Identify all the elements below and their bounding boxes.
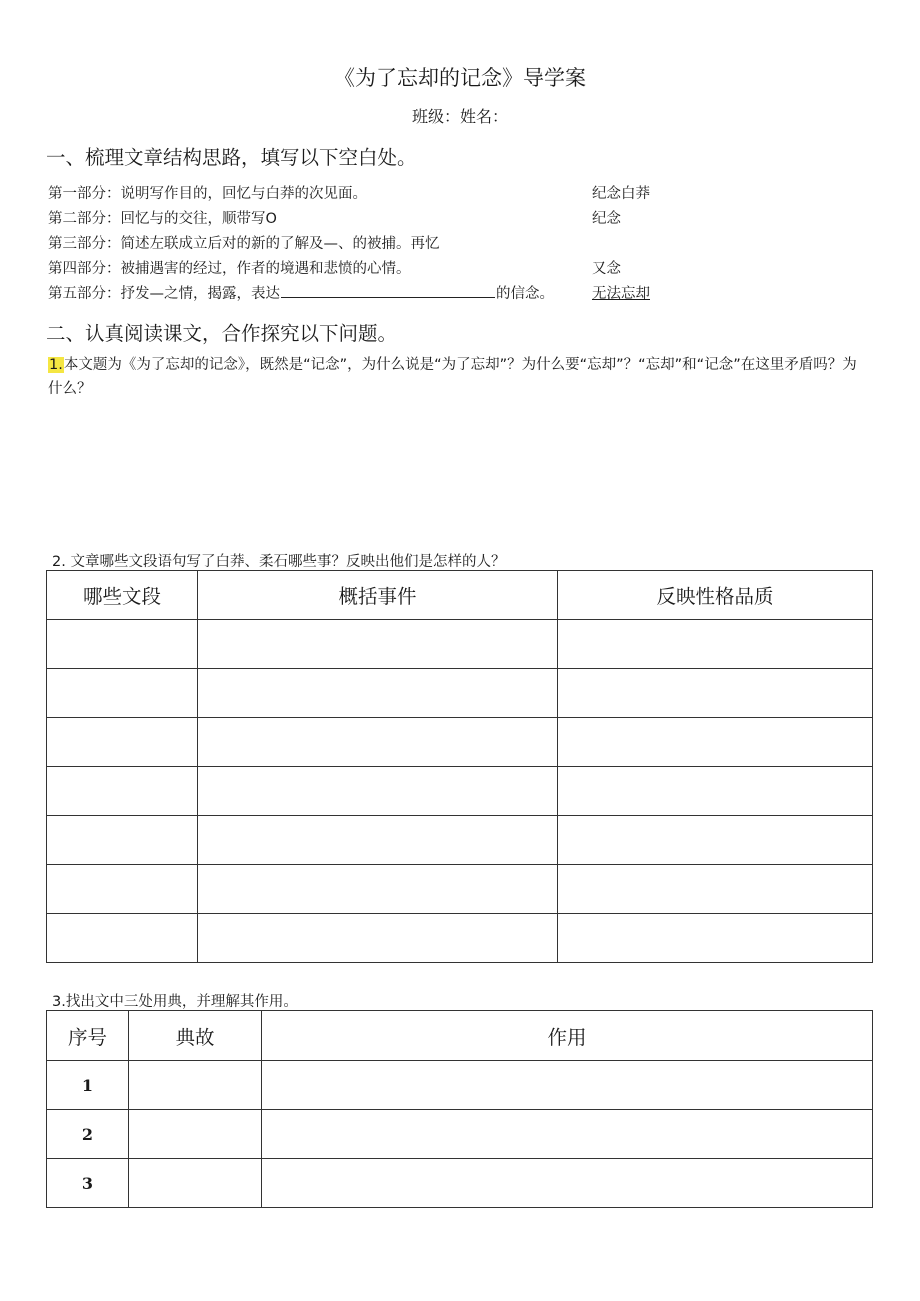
table-cell[interactable] xyxy=(198,914,558,963)
question-2-caption: 2. 文章哪些文段语句写了白莽、柔石哪些事？反映出他们是怎样的人？ xyxy=(52,554,506,570)
page-title: 《为了忘却的记念》导学案 xyxy=(334,66,586,90)
table-cell[interactable] xyxy=(47,914,198,963)
table-cell[interactable] xyxy=(47,718,198,767)
part5-side: 无法忘却 xyxy=(592,286,650,302)
part1-side: 纪念白莽 xyxy=(592,186,650,202)
table-row xyxy=(47,718,873,767)
table-row xyxy=(47,865,873,914)
header-number: 序号 xyxy=(47,1011,129,1061)
table-cell[interactable] xyxy=(558,816,873,865)
section1-heading: 一、梳理文章结构思路，填写以下空白处。 xyxy=(46,146,417,169)
events-table-header xyxy=(47,571,873,620)
part1-text: 第一部分：说明写作目的，回忆与白莽的次见面。 xyxy=(48,186,367,202)
table-cell[interactable] xyxy=(198,767,558,816)
table-cell[interactable] xyxy=(47,767,198,816)
part3-text: 第三部分：简述左联成立后对的新的了解及—、的被捕。再忆 xyxy=(48,236,440,252)
table-row xyxy=(47,816,873,865)
allusions-table xyxy=(46,1010,873,1208)
table-cell[interactable] xyxy=(262,1061,873,1110)
table-row xyxy=(47,914,873,963)
table-cell[interactable] xyxy=(198,669,558,718)
header-events: 概括事件 xyxy=(198,571,558,620)
table-cell[interactable] xyxy=(558,865,873,914)
table-cell[interactable] xyxy=(198,718,558,767)
part2-side: 纪念 xyxy=(592,211,621,227)
part2-text: 第二部分：回忆与的交往，顺带写O xyxy=(48,211,277,227)
table-row xyxy=(47,1110,873,1159)
question-1 xyxy=(48,353,868,401)
header-function: 作用 xyxy=(262,1011,873,1061)
header-allusion: 典故 xyxy=(129,1011,262,1061)
events-table xyxy=(46,570,873,963)
table-cell[interactable] xyxy=(558,669,873,718)
part5-text-after: 的信念。 xyxy=(496,286,554,302)
allusions-table-header xyxy=(47,1011,873,1061)
table-cell[interactable] xyxy=(262,1110,873,1159)
question-3-caption: 3.找出文中三处用典，并理解其作用。 xyxy=(52,994,298,1010)
part4-text: 第四部分：被捕遇害的经过，作者的境遇和悲愤的心情。 xyxy=(48,261,411,277)
row-number: 2 xyxy=(47,1110,129,1159)
table-cell[interactable] xyxy=(558,914,873,963)
table-cell[interactable] xyxy=(47,669,198,718)
table-cell[interactable] xyxy=(558,718,873,767)
part5-line xyxy=(48,282,554,303)
table-row xyxy=(47,669,873,718)
table-cell[interactable] xyxy=(47,620,198,669)
table-cell[interactable] xyxy=(198,620,558,669)
table-row xyxy=(47,620,873,669)
row-number: 1 xyxy=(47,1061,129,1110)
table-cell[interactable] xyxy=(129,1159,262,1208)
table-row xyxy=(47,1159,873,1208)
table-row xyxy=(47,1061,873,1110)
question-1-text: 本文题为《为了忘却的记念》，既然是“记念”，为什么说是“为了忘却”？为什么要“忘却”？“忘却”和“记念”在这里矛盾吗？为什么？ xyxy=(48,357,857,397)
table-cell[interactable] xyxy=(198,816,558,865)
table-cell[interactable] xyxy=(262,1159,873,1208)
part4-side: 又念 xyxy=(592,261,621,277)
table-cell[interactable] xyxy=(129,1061,262,1110)
class-name-line: 班级：姓名： xyxy=(411,107,508,126)
fill-blank[interactable] xyxy=(281,282,495,298)
section2-heading: 二、认真阅读课文，合作探究以下问题。 xyxy=(46,322,398,345)
table-cell[interactable] xyxy=(47,816,198,865)
table-cell[interactable] xyxy=(198,865,558,914)
part5-text-before: 第五部分：抒发—之情，揭露，表达 xyxy=(48,286,280,302)
question-1-number: 1. xyxy=(49,357,63,373)
table-cell[interactable] xyxy=(129,1110,262,1159)
header-character: 反映性格品质 xyxy=(558,571,873,620)
table-cell[interactable] xyxy=(558,767,873,816)
table-cell[interactable] xyxy=(558,620,873,669)
table-cell[interactable] xyxy=(47,865,198,914)
header-passages: 哪些文段 xyxy=(47,571,198,620)
table-row xyxy=(47,767,873,816)
row-number: 3 xyxy=(47,1159,129,1208)
